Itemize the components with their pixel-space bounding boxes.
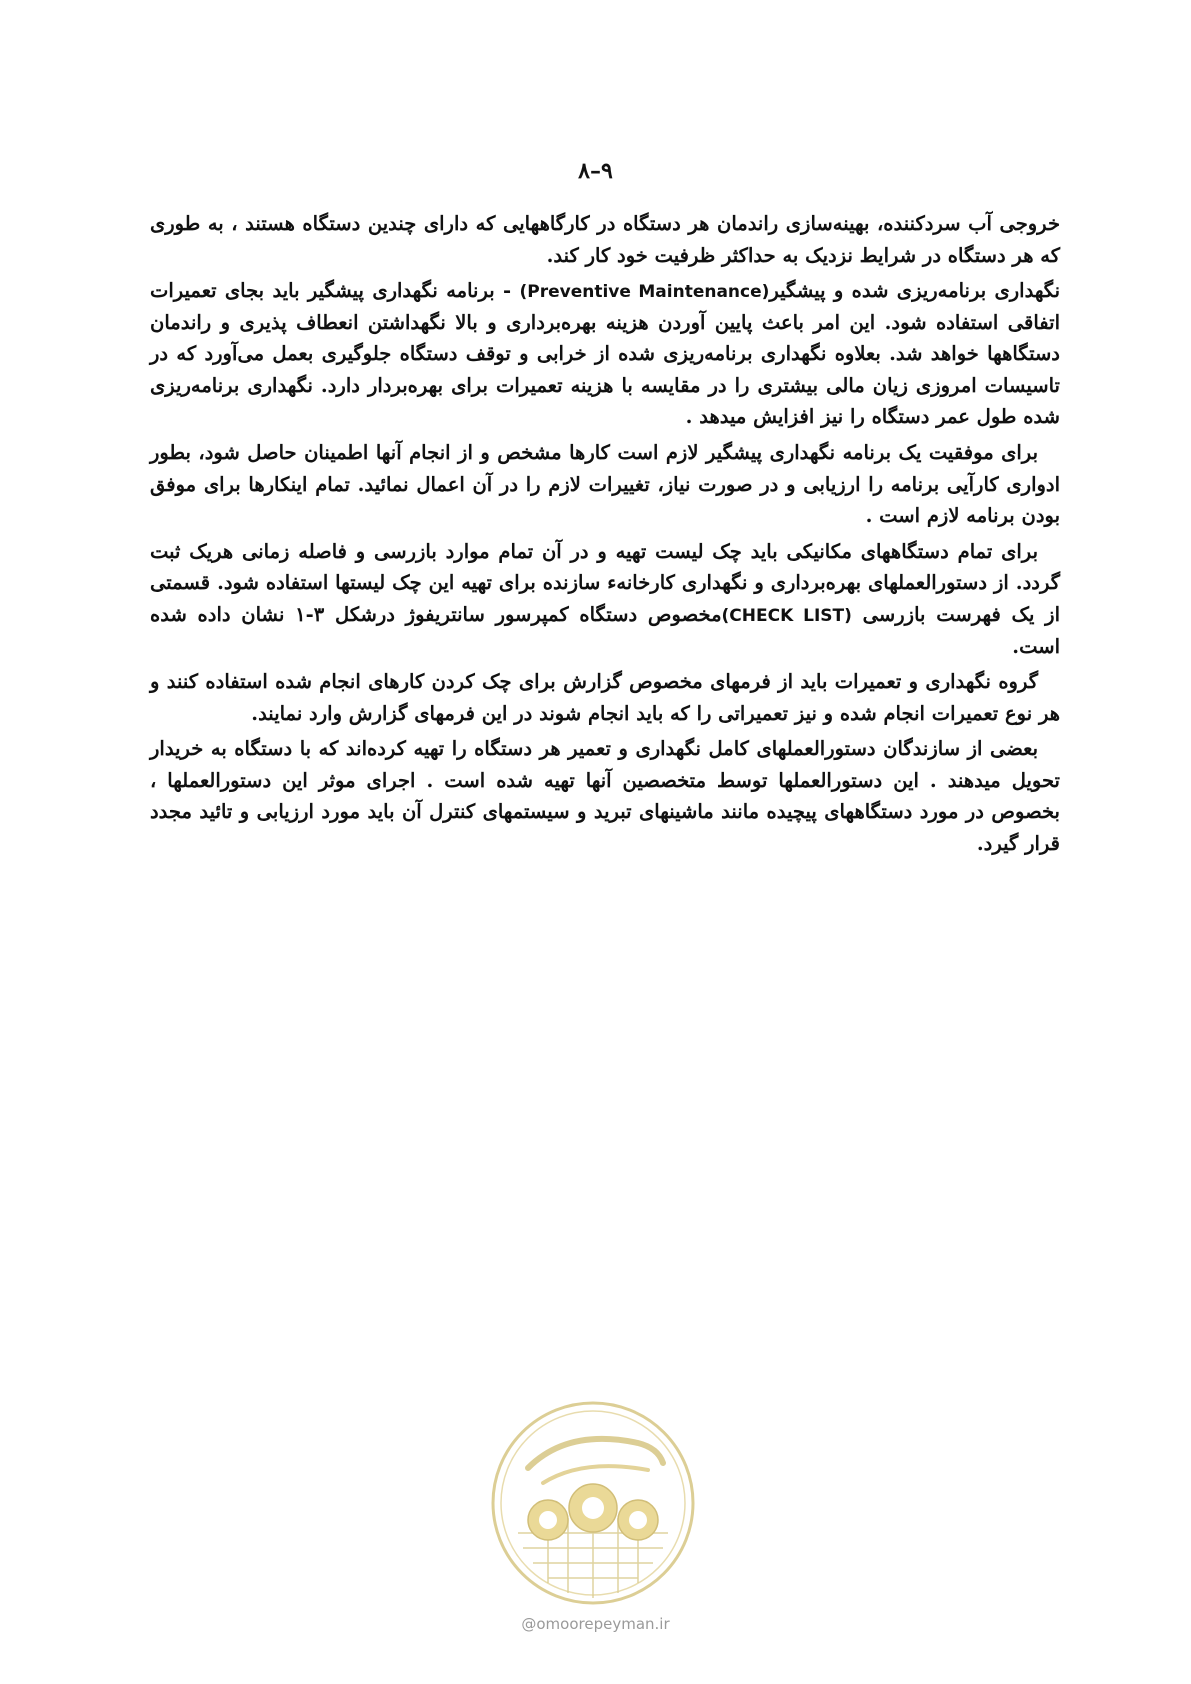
page-number: ۹–۸ — [578, 158, 613, 184]
check-list-latin-term: (CHECK LIST) — [721, 605, 852, 626]
paragraph-6 — [150, 733, 1060, 859]
paragraph-1 — [150, 208, 1060, 271]
paragraph-4 — [150, 536, 1060, 662]
paragraph-5 — [150, 666, 1060, 729]
paragraph-4-text-after: مخصوص دستگاه کمپرسور سانتریفوژ درشکل ۳-۱ نشان داده شده است. — [150, 602, 1060, 658]
paragraph-6-text: بعضی از سازندگان دستورالعملهای کامل نگهداری و تعمیر هر دستگاه را تهیه کرده‌اند که با دستگاه به خریدار تحویل میدهند . این دستورالعملها توسط متخصصین آنها تهیه شده است . اجرای موثر این دستورالعملها ، بخصوص در مورد دستگاههای پیچیده مانند ماشینهای تبرید و سیستمهای کنترل آن باید مورد ارزیابی و تائید مجدد قرار گیرد. — [150, 737, 1060, 855]
preventive-maintenance-latin-term: (Preventive Maintenance) — [519, 282, 770, 303]
paragraph-3-text: برای موفقیت یک برنامه نگهداری پیشگیر لازم است کارها مشخص و از انجام آنها اطمینان حاصل شود، بطور ادواری کارآیی برنامه را ارزیابی و در صورت نیاز، تغییرات لازم را در آن اعمال نمائید. تمام اینکارها برای موفق بودن برنامه لازم است . — [150, 441, 1060, 528]
watermark-url: @omoorepeyman.ir — [521, 1615, 670, 1633]
paragraph-3 — [150, 437, 1060, 532]
watermark-logo — [488, 1398, 698, 1608]
watermark-seal-icon — [488, 1398, 698, 1608]
document-body — [150, 208, 1060, 864]
paragraph-1-text: خروجی آب سردکننده، بهینه‌سازی راندمان هر دستگاه در کارگاههایی که دارای چندین دستگاه هستند ، به طوری که هر دستگاه در شرایط نزدیک به حداکثر ظرفیت خود کار کند. — [150, 212, 1060, 267]
paragraph-4-text-before: برای تمام دستگاههای مکانیکی باید چک لیست تهیه و در آن تمام موارد بازرسی و فاصله زمانی هریک ثبت گردد. از دستورالعملهای بهره‌برداری و نگهداری کارخانهء سازنده برای تهیه این چک لیستها استفاده شود. قسمتی از یک فهرست بازرسی — [150, 539, 1060, 626]
paragraph-2-text: - برنامه نگهداری پیشگیر باید بجای تعمیرات اتفاقی استفاده شود. این امر باعث پایین آوردن هزینه بهره‌برداری و بالا نگهداشتن انعطاف پذیری و راندمان دستگاهها خواهد شد. بعلاوه نگهداری برنامه‌ریزی شده از خرابی و توقف دستگاه جلوگیری بعمل می‌آورد که در تاسیسات امروزی زیان مالی بیشتری را در مقایسه با هزینه تعمیرات برای بهره‌بردار دارد. نگهداری برنامه‌ریزی شده طول عمر دستگاه را نیز افزایش میدهد . — [150, 279, 1060, 429]
paragraph-5-text: گروه نگهداری و تعمیرات باید از فرمهای مخصوص گزارش برای چک کردن کارهای انجام شده استفاده کنند و هر نوع تعمیرات انجام شده و نیز تعمیراتی را که باید انجام شوند در این فرمهای گزارش وارد نمایند. — [150, 670, 1060, 725]
preventive-maintenance-heading: نگهداری برنامه‌ریزی شده و پیشگیر — [769, 279, 1060, 303]
paragraph-2 — [150, 275, 1060, 433]
